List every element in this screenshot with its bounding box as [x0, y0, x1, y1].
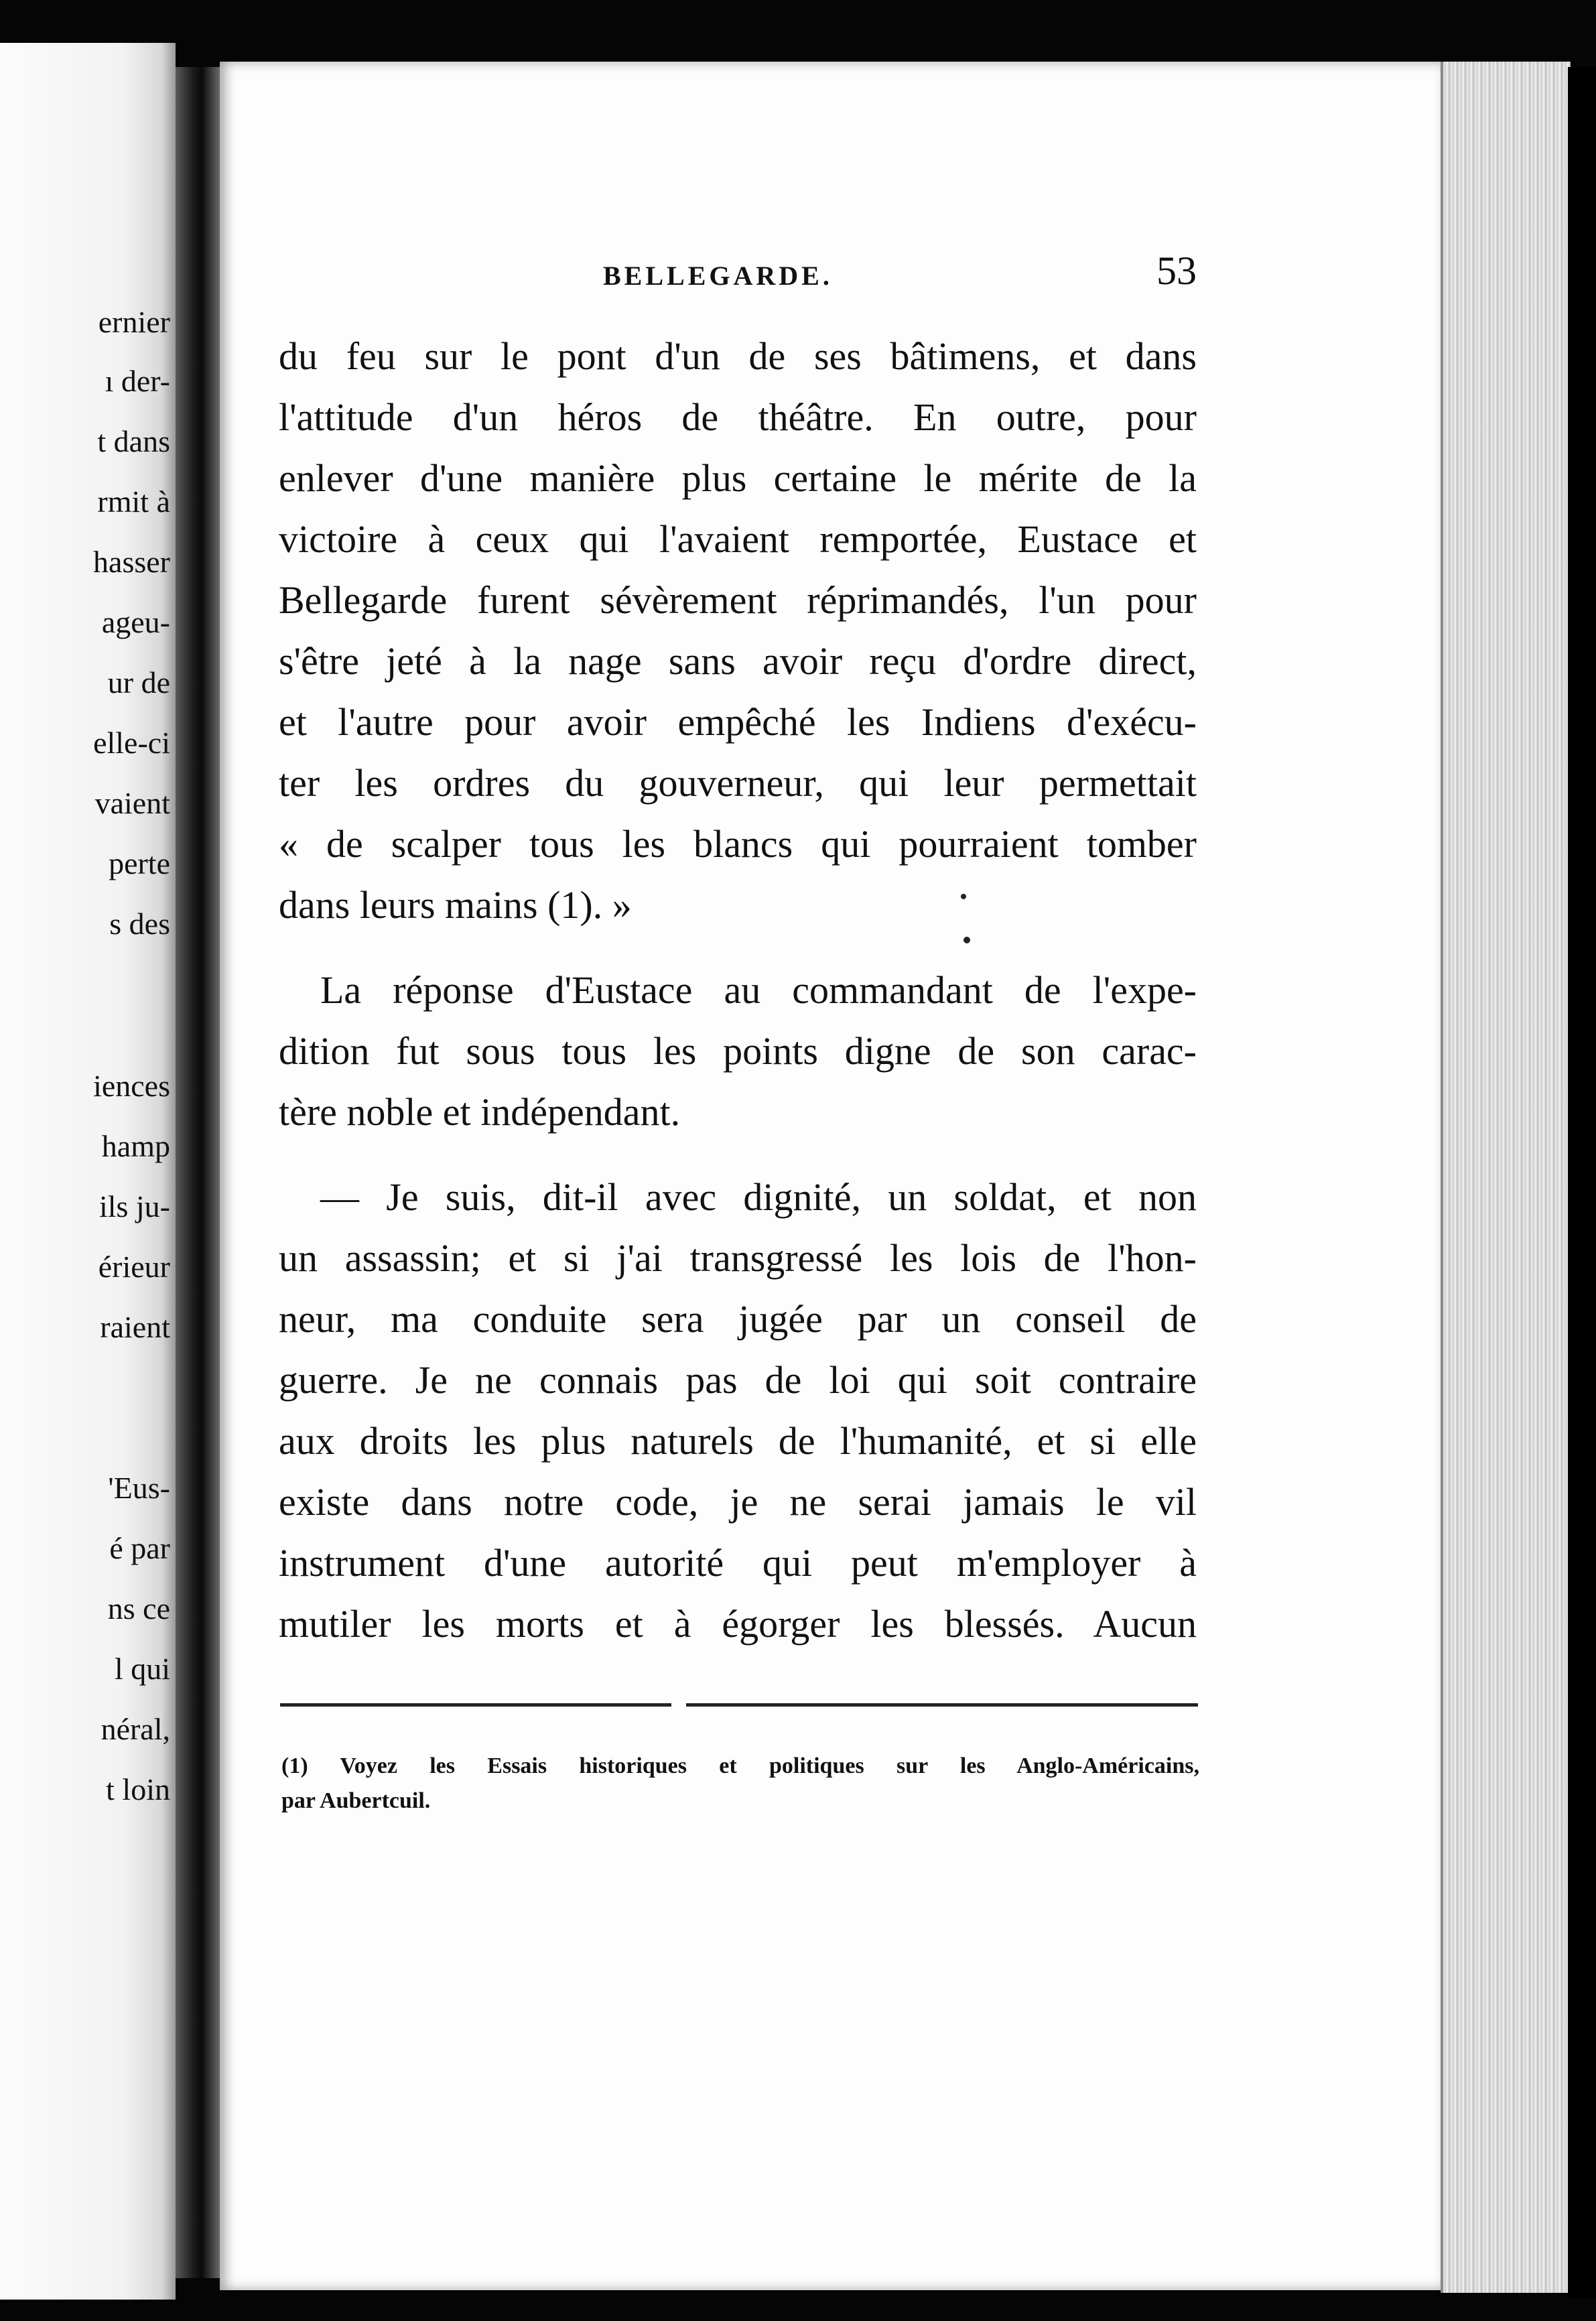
text-line: dition fut sous tous les points digne de son carac-	[279, 1029, 1197, 1073]
footnote-line: par Aubertcuil.	[281, 1788, 431, 1813]
text-line: enlever d'une manière plus certaine le mérite de la	[279, 456, 1197, 500]
page-edges	[1441, 62, 1571, 2293]
left-page-fragment: ernier	[98, 305, 170, 339]
left-page-fragment: hamp	[101, 1129, 170, 1163]
left-page-fragment: l qui	[114, 1652, 170, 1686]
left-page-fragment: vaient	[94, 786, 170, 820]
left-page-fragment: ageu-	[101, 605, 170, 639]
paragraph	[279, 1167, 1197, 1654]
left-page-fragment: é par	[109, 1531, 170, 1565]
left-page-fragment: ı der-	[105, 364, 170, 398]
text-line: guerre. Je ne connais pas de loi qui soit contraire	[279, 1358, 1197, 1402]
left-page-edge	[0, 43, 176, 2300]
scan-border	[1568, 67, 1596, 2298]
text-line: Bellegarde furent sévèrement réprimandés, l'un pour	[279, 578, 1197, 622]
text-line: existe dans notre code, je ne serai jamais le vil	[279, 1480, 1197, 1524]
left-page-fragment: t dans	[97, 424, 170, 458]
text-line: neur, ma conduite sera jugée par un conseil de	[279, 1297, 1197, 1341]
left-page-fragment: ils ju-	[98, 1189, 170, 1223]
left-page-fragment: t loin	[106, 1772, 170, 1806]
left-page-fragment: perte	[109, 846, 170, 880]
footnote	[281, 1749, 1199, 1818]
left-page-fragment: rmit à	[97, 484, 170, 519]
left-page-fragment: hasser	[93, 545, 170, 579]
text-line: La réponse d'Eustace au commandant de l'expe-	[320, 968, 1197, 1012]
text-line: ter les ordres du gouverneur, qui leur permettait	[279, 761, 1197, 805]
scan-speck	[961, 894, 966, 899]
left-page-fragment: iences	[93, 1069, 170, 1103]
text-line: s'être jeté à la nage sans avoir reçu d'ordre direct,	[279, 639, 1197, 683]
left-page-fragment: ur de	[107, 665, 170, 700]
page-number: 53	[1156, 249, 1197, 293]
text-line: instrument d'une autorité qui peut m'employer à	[279, 1541, 1197, 1585]
left-page-fragment: érieur	[98, 1250, 170, 1284]
text-line: du feu sur le pont d'un de ses bâtimens, et dans	[279, 334, 1197, 378]
body-text	[279, 326, 1197, 1654]
text-line: l'attitude d'un héros de théâtre. En outre, pour	[279, 395, 1197, 439]
paragraph	[279, 326, 1197, 935]
text-line: et l'autre pour avoir empêché les Indiens d'exécu-	[279, 700, 1197, 744]
left-page-fragment: elle-ci	[93, 726, 170, 760]
text-line: — Je suis, dit-il avec dignité, un soldat, et non	[320, 1175, 1197, 1219]
left-page-fragment: néral,	[101, 1712, 170, 1746]
left-page-fragment: ns ce	[107, 1591, 170, 1626]
paragraph	[279, 959, 1197, 1142]
left-page-fragment: 'Eus-	[108, 1471, 170, 1505]
text-line: aux droits les plus naturels de l'humanité, et si elle	[279, 1419, 1197, 1463]
scan-speck	[963, 937, 970, 943]
left-page-fragment: s des	[109, 907, 170, 941]
footnote-line: (1) Voyez les Essais historiques et politiques sur les Anglo-Américains,	[281, 1753, 1199, 1778]
text-line: mutiler les morts et à égorger les blessés. Aucun	[279, 1602, 1197, 1646]
left-page-fragment: raient	[100, 1310, 170, 1344]
footnote-rule	[686, 1703, 1198, 1707]
running-head: BELLEGARDE.	[603, 261, 833, 291]
text-line: victoire à ceux qui l'avaient remportée, Eustace et	[279, 517, 1197, 561]
text-line: un assassin; et si j'ai transgressé les lois de l'hon-	[279, 1236, 1197, 1280]
text-line: dans leurs mains (1). »	[279, 883, 632, 927]
text-line: tère noble et indépendant.	[279, 1090, 681, 1134]
book-gutter	[176, 67, 220, 2278]
text-line: « de scalper tous les blancs qui pourraient tomber	[279, 822, 1197, 866]
footnote-rule	[280, 1703, 671, 1707]
